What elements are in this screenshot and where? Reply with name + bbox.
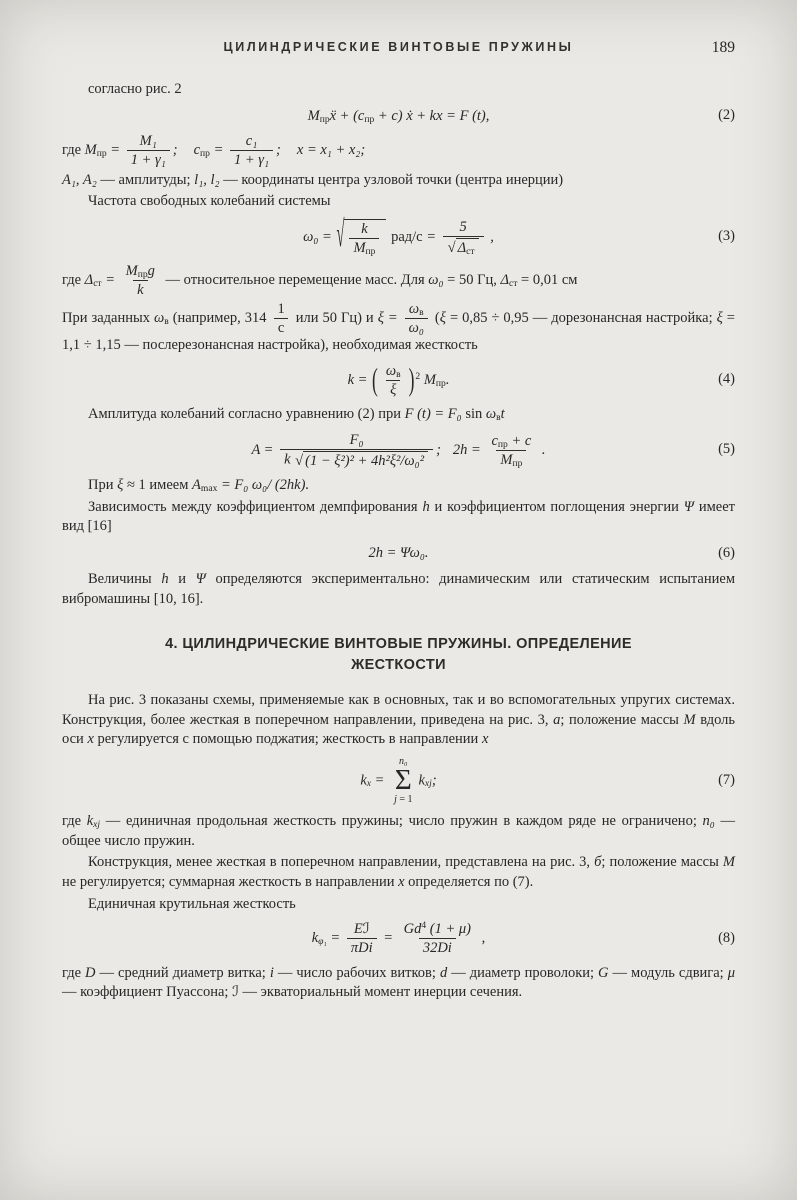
math-run	[684, 499, 694, 515]
numerator	[242, 133, 261, 150]
equation-2-number: (2)	[718, 107, 735, 124]
text-run: — относительное перемещение масс. Для	[161, 272, 429, 289]
section-heading	[62, 634, 735, 678]
radical-sign: √	[336, 215, 345, 257]
denominator	[349, 238, 379, 256]
fraction	[230, 133, 273, 168]
text-run: 1 + γ₁	[234, 152, 270, 169]
math-run	[422, 499, 429, 515]
text-run: =	[371, 772, 389, 789]
text-run: ;	[276, 142, 281, 159]
text-run: x	[481, 731, 489, 748]
numerator	[274, 301, 289, 318]
text-run: = 0,85 ÷ 0,95 — дорезонансная настройка;	[445, 309, 717, 326]
text-run: c₁	[245, 133, 258, 150]
text-run: Δ	[500, 272, 509, 289]
math-run	[84, 133, 178, 169]
subscript: пр	[497, 438, 508, 450]
text-run: M	[125, 263, 138, 280]
math-run	[703, 813, 715, 829]
text-run: k	[360, 772, 367, 789]
big-paren: )	[408, 361, 415, 398]
denominator	[230, 150, 273, 168]
denominator	[280, 449, 433, 469]
fraction	[122, 263, 159, 298]
text-run: определяется по (7).	[404, 873, 534, 890]
text-run: = 0,01 см	[517, 272, 578, 289]
subscript: пр	[365, 246, 376, 258]
fraction	[487, 433, 535, 468]
equation-8-number: (8)	[718, 930, 735, 947]
text-run: где	[62, 142, 85, 159]
text-run: A	[192, 477, 201, 494]
subscript: x	[366, 778, 372, 790]
numerator	[487, 433, 535, 450]
text-run: ≈ 1 имеем	[123, 477, 193, 494]
text-run: (	[430, 309, 440, 326]
text-run: Ψ	[683, 498, 694, 515]
equation-2-body	[62, 107, 735, 127]
text-run: =	[106, 142, 124, 159]
fraction	[443, 219, 484, 256]
numerator	[136, 133, 161, 150]
text-run: регулируется с помощью поджатия; жесткость в направлении	[93, 731, 482, 748]
text-run: и	[168, 571, 196, 588]
paragraph-figure-3	[62, 691, 735, 750]
denominator	[496, 450, 526, 468]
fraction	[349, 221, 379, 256]
math-run	[598, 965, 608, 981]
equation-8	[62, 921, 735, 956]
text-run: (1 − ξ²)² + 4h²ξ²/ω₀²	[305, 452, 425, 469]
text-run: A₁, A₂	[62, 171, 97, 188]
text-run: M	[683, 711, 696, 728]
paragraph-where-1b	[62, 171, 735, 191]
text-run: =	[101, 272, 119, 289]
text-run: 5	[459, 218, 467, 235]
superscript: 2	[415, 370, 421, 382]
text-run: — амплитуды;	[96, 171, 195, 188]
text-run: = 50 Гц,	[443, 272, 501, 289]
text-run: c	[491, 432, 498, 449]
text-run: =	[422, 228, 440, 245]
math-run	[723, 854, 735, 870]
text-run: D	[85, 964, 96, 981]
text-run: Δ	[84, 272, 94, 289]
text-run: ẍ + (c	[329, 107, 365, 124]
italic-run: а	[553, 711, 561, 728]
paragraph-definitions	[62, 964, 735, 1003]
text-run: имеет вид [16]	[62, 498, 735, 535]
numerator	[400, 921, 475, 938]
text-run: 2h =	[452, 441, 485, 458]
equation-4-number: (4)	[718, 371, 735, 388]
text-run: = 1	[396, 793, 413, 805]
radicand	[456, 238, 479, 256]
text-run: i	[269, 964, 274, 981]
text-run: + c	[507, 432, 532, 449]
fraction	[405, 301, 428, 336]
equation-6-number: (6)	[718, 544, 735, 561]
numerator	[122, 263, 159, 280]
math-run	[728, 965, 735, 981]
text-run: = 1,1 ÷ 1,15 — послерезонансная настройка), необходимая жесткость	[62, 309, 735, 354]
text-run: ,	[478, 930, 486, 947]
fraction	[280, 432, 433, 469]
text-run: x	[87, 731, 94, 748]
equation-5	[62, 432, 735, 469]
text-run: — средний диаметр витка;	[95, 964, 270, 981]
text-run: Ψ	[195, 571, 206, 588]
paragraph-max	[62, 476, 735, 496]
text-run: M	[84, 142, 97, 159]
text-run: =	[326, 930, 344, 947]
math-run	[87, 813, 100, 829]
text-run: k	[137, 282, 144, 299]
text-run: ξ	[117, 477, 124, 494]
paragraph-amplitude	[62, 405, 735, 425]
equation-6	[62, 544, 735, 564]
math-run	[482, 731, 488, 747]
text-run: d	[439, 964, 448, 981]
paragraph-damping	[62, 498, 735, 537]
text-run: 2h = Ψω₀.	[368, 544, 429, 561]
fraction	[127, 133, 170, 168]
text-run: k =	[347, 371, 372, 388]
denominator	[133, 280, 147, 298]
math-run	[297, 142, 365, 158]
equation-3-body	[62, 215, 735, 258]
subscript: пр	[200, 148, 210, 160]
script-letter: ℐ	[362, 921, 370, 938]
text-run: согласно рис. 2	[88, 81, 182, 97]
paragraph-intro	[62, 80, 735, 100]
text-run: G	[598, 964, 609, 981]
text-run: k	[418, 772, 425, 789]
text-run: M	[353, 239, 366, 256]
text-run: — модуль сдвига;	[608, 964, 728, 981]
math-run	[62, 172, 97, 188]
text-run: ; положение массы	[601, 854, 723, 871]
equation-5-number: (5)	[718, 441, 735, 458]
text-run: На рис. 3 показаны схемы, применяемые как в основных, так и во вспомогательных упругих системах. Конструкция, более жесткая в поперечном направлении, приведена на рис. 3,	[62, 692, 735, 728]
big-paren: (	[372, 361, 378, 398]
numerator	[455, 219, 470, 236]
paragraph-torsional	[62, 895, 735, 915]
superscript: 4	[421, 920, 427, 932]
denominator	[443, 236, 484, 256]
math-run	[500, 272, 517, 288]
subscript: пр	[96, 148, 107, 160]
subscript: max	[200, 483, 218, 495]
text-run: =	[209, 142, 227, 159]
text-run: с	[277, 319, 285, 336]
math-run	[377, 300, 431, 336]
math-run	[405, 406, 505, 422]
text-run: и коэффициентом поглощения энергии	[429, 498, 684, 515]
text-run: πDi	[350, 940, 373, 957]
radicand	[344, 219, 386, 256]
radical	[336, 215, 386, 258]
paragraph-where-1	[62, 133, 735, 168]
text-run: не регулируется; суммарная жесткость в направлении	[62, 873, 399, 890]
denominator	[274, 318, 288, 336]
equation-6-body	[62, 544, 735, 564]
text-run: ω₀ =	[303, 228, 336, 245]
paragraph-where-2	[62, 263, 735, 298]
text-run: При	[88, 477, 118, 494]
equation-4-body	[62, 363, 735, 398]
math-run	[193, 133, 281, 169]
text-run: .	[445, 371, 450, 388]
italic-run: б	[594, 854, 602, 871]
fraction	[274, 301, 289, 336]
text-run: где	[62, 813, 87, 830]
text-run: n₀	[399, 755, 408, 767]
text-run: ξ	[716, 309, 723, 326]
section-heading-line-2: ЖЕСТКОСТИ	[351, 657, 446, 674]
text-run: F (t) = F₀	[404, 406, 466, 423]
text-run: (например, 314	[168, 309, 271, 326]
text-run: ; положение массы	[560, 711, 684, 728]
text-run: 32Di	[422, 940, 452, 957]
text-run: h	[161, 571, 169, 588]
subscript: пр	[137, 269, 148, 281]
text-run: + c) ẋ + kx = F (t),	[374, 107, 490, 124]
text-run: Конструкция, менее жесткая в поперечном направлении, представлена на рис. 3,	[88, 854, 595, 871]
text-run: — экваториальный момент инерции сечения.	[238, 984, 523, 1001]
equation-7-number: (7)	[718, 772, 735, 789]
math-run	[684, 712, 696, 728]
numerator	[357, 221, 371, 238]
text-run: ω	[385, 362, 397, 379]
text-run: Δ	[457, 239, 467, 256]
math-run	[85, 965, 95, 981]
radical	[448, 238, 479, 256]
numerator	[405, 301, 428, 318]
sum-lower-limit	[394, 795, 412, 806]
text-run: ω₀	[428, 272, 444, 289]
text-run: — диаметр проволоки;	[447, 964, 599, 981]
text-run: M	[420, 371, 436, 388]
text-run: 1	[277, 300, 285, 317]
fraction	[400, 921, 475, 956]
equation-3	[62, 215, 735, 258]
text-run: ;	[172, 142, 178, 159]
text-run: ω₀	[408, 319, 424, 336]
text-run: k	[284, 451, 295, 468]
text-run: F₀	[349, 431, 364, 448]
text-run: ξ	[439, 309, 446, 326]
text-run: ;	[436, 441, 441, 458]
text-run: — общее число пружин.	[62, 813, 736, 849]
text-run: Величины	[88, 571, 162, 588]
equation-7-body	[62, 757, 735, 806]
math-run	[154, 310, 169, 326]
radical-sign: √	[447, 240, 456, 257]
fraction	[382, 363, 405, 398]
text-run: ;	[431, 772, 437, 789]
text-run: Частота свободных колебаний системы	[88, 193, 331, 210]
section-heading-line-1: 4. ЦИЛИНДРИЧЕСКИЕ ВИНТОВЫЕ ПРУЖИНЫ. ОПРЕДЕЛЕНИЕ	[165, 635, 632, 652]
denominator	[386, 380, 400, 398]
paragraph-frequency	[62, 192, 735, 212]
text-run: l₁, l₂	[194, 171, 220, 188]
subscript: пр	[435, 377, 446, 389]
text-run: k	[311, 930, 319, 947]
summation	[394, 757, 412, 806]
subscript: ст	[93, 278, 102, 290]
math-run	[84, 263, 162, 299]
text-run: вдоль оси	[62, 711, 735, 748]
text-run: или 50 Гц) и	[291, 309, 378, 326]
text-run: — коэффициент Пуассона;	[62, 984, 233, 1001]
text-run: k	[361, 220, 368, 237]
paragraph-experimental	[62, 570, 735, 609]
text-run: g	[147, 263, 155, 280]
text-run: n₀	[702, 813, 715, 830]
script-letter: ℐ	[232, 984, 239, 1001]
paragraph-kxj	[62, 812, 735, 851]
subscript: в	[164, 315, 169, 327]
math-run	[192, 477, 309, 493]
subscript: пр	[319, 113, 330, 125]
denominator	[127, 150, 170, 168]
text-run: — число рабочих витков;	[273, 964, 440, 981]
subscript: пр	[364, 113, 375, 125]
text-run: t	[500, 406, 505, 423]
fraction	[347, 921, 377, 956]
equation-4	[62, 363, 735, 398]
text-run: E	[353, 921, 363, 938]
text-run: x = x₁ + x₂;	[296, 142, 366, 159]
text-run: A =	[251, 441, 278, 458]
equation-7	[62, 757, 735, 806]
text-run: Амплитуда колебаний согласно уравнению (2) при	[88, 406, 405, 423]
text-run: ω	[153, 309, 165, 326]
text-run: ξ	[390, 381, 397, 398]
subscript: в	[496, 412, 501, 424]
equation-2	[62, 107, 735, 127]
text-run: — координаты центра узловой точки (центра инерции)	[219, 171, 564, 188]
math-run	[161, 571, 168, 587]
text-run: где	[62, 272, 85, 289]
numerator	[382, 363, 405, 380]
numerator	[350, 921, 374, 938]
text-run: j	[394, 793, 397, 805]
radical	[295, 451, 428, 469]
text-run: M	[500, 451, 513, 468]
text-run: sin	[465, 406, 483, 423]
running-head-title: ЦИЛИНДРИЧЕСКИЕ ВИНТОВЫЕ ПРУЖИНЫ	[223, 40, 574, 54]
text-run: M	[307, 107, 320, 124]
running-head	[62, 38, 735, 58]
text-run: Зависимость между коэффициентом демпфирования	[88, 498, 423, 515]
math-run	[271, 300, 292, 336]
paragraph-construction	[62, 853, 735, 892]
math-run	[196, 571, 206, 587]
text-run: рад/с	[387, 228, 423, 245]
math-run	[428, 272, 443, 288]
text-run: Единичная крутильная жесткость	[88, 895, 296, 912]
sigma-sign: Σ	[394, 764, 412, 797]
text-run: = F₀ ω₀/ (2hk).	[217, 477, 310, 494]
equation-5-body	[62, 432, 735, 469]
page-number: 189	[711, 39, 735, 56]
text-run: где	[62, 964, 86, 981]
text-run: Gd	[403, 921, 422, 938]
text-run: h	[422, 498, 430, 515]
equation-3-number: (3)	[718, 228, 735, 245]
subscript: в	[419, 306, 424, 318]
text-run: x	[398, 873, 405, 890]
denominator	[347, 938, 377, 956]
text-run: ,	[486, 228, 494, 245]
text-run: — единичная продольная жесткость пружины; число пружин в каждом ряде не ограничено;	[100, 813, 703, 830]
equation-8-body	[62, 921, 735, 956]
text-run: k	[86, 813, 94, 830]
text-run: M	[722, 854, 735, 871]
numerator	[346, 432, 368, 449]
subscript: φ₁	[318, 936, 327, 948]
text-run: .	[538, 441, 546, 458]
subscript: пр	[512, 458, 523, 470]
subscript: ст	[508, 278, 518, 290]
subscript: xj	[424, 778, 432, 790]
paragraph-given	[62, 301, 735, 356]
text-run: =	[379, 930, 397, 947]
radical-sign: √	[295, 453, 304, 470]
text-run: ξ =	[377, 309, 402, 326]
subscript: ст	[466, 246, 475, 258]
text-run: (1 + μ)	[426, 921, 472, 938]
math-run	[194, 172, 219, 188]
text-run: c	[193, 142, 201, 159]
text-run: При заданных	[62, 309, 154, 326]
subscript: xj	[93, 819, 101, 831]
text-run: M₁	[139, 133, 157, 150]
text-run: μ	[727, 964, 735, 981]
text-run: определяются экспериментально: динамическим или статическим испытанием вибромашины [10, 16].	[62, 571, 735, 607]
subscript: в	[396, 368, 401, 380]
radicand	[303, 451, 428, 469]
text-run: 1 + γ₁	[130, 152, 166, 169]
text-run: ω	[408, 300, 420, 317]
denominator	[419, 938, 456, 956]
denominator	[405, 318, 428, 336]
text-run: ω	[482, 406, 497, 423]
